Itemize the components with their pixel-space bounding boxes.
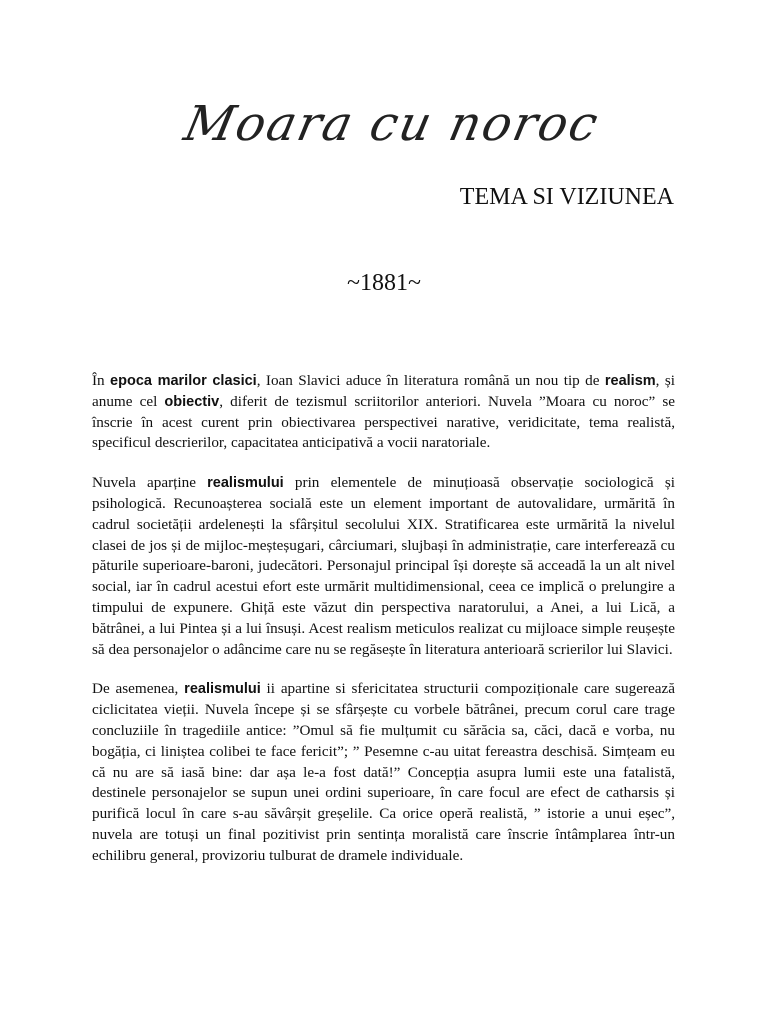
document-title: Moara cu noroc <box>179 96 605 152</box>
bold-term: realismului <box>184 681 261 698</box>
text-run: ii apartine si sfericitatea structurii compoziționale care sugerează ciclicitatea vieții. Nuvela începe și se sfârșește cu vorbele bătrânei, precum corul care trage concluziile în tragediile antice: ”Omul să fie mulțumit cu sărăcia sa, căci, dacă e vorba, nu bogăția, ci liniștea colibei te face fericit”; ” Pesemne c-au uitat fereastra deschisă. Simțeam eu că nu are să iasă bine: dar așa le-a fost dată!” Concepția asupra lumii este una fatalistă, destinele personajelor se supun unei ordini superioare, în care focul are efect de catharsis și purifică locul în care s-au săvârșit greșelile. Ca orice operă realistă, ” istorie a unui eșec”, nuvela are totuși un final pozitivist prin sentința moralistă care înscrie întâmplarea într-un echilibru general, provizoriu tulburat de dramele individuale. <box>92 680 675 864</box>
text-run: În <box>92 372 111 389</box>
paragraph <box>92 473 675 660</box>
bold-term: obiectiv <box>164 393 220 410</box>
text-run: , Ioan Slavici aduce în literatura română un nou tip de <box>256 372 605 389</box>
document-subtitle: TEMA SI VIZIUNEA <box>459 184 674 210</box>
body-text <box>92 371 675 886</box>
text-run: , diferit de tezismul scriitorilor anteriori. Nuvela ”Moara cu noroc” se înscrie în acest curent prin obiectivarea perspectivei narative, veridicitate, tema realistă, specificul descrierilor, capacitatea anticipativă a vocii naratoriale. <box>92 392 675 452</box>
paragraph <box>92 371 675 454</box>
text-run: , și anume cel <box>92 372 675 410</box>
bold-term: realism <box>604 373 656 389</box>
text-run: Nuvela aparține <box>92 474 208 492</box>
document-year: ~1881~ <box>347 270 421 296</box>
paragraph <box>92 679 675 866</box>
bold-term: realismului <box>207 475 284 492</box>
text-run: De asemenea, <box>92 680 185 698</box>
text-run: prin elementele de minuțioasă observație sociologică și psihologică. Recunoașterea socială este un element important de autovalidare, urmărită în cadrul societății ardelenești la sfârșitul secolului XIX. Stratificarea este urmărită la nivelul clasei de jos și de mijloc-meșteșugari, cârciumari, slujbași în administrație, care interferează cu păturile superioare-baroni, judecători. Personajul principal își dorește să acceadă la un alt nivel social, iar în cadrul acestui efort este urmărit multidimensional, ceea ce implică o prelungire a timpului de expunere. Ghiță este văzut din perspectiva naratorului, a Anei, a lui Lică, a bătrânei, a lui Pintea și a lui însuși. Acest realism meticulos realizat cu mijloace simple reușește să dea personajelor o adâncime care nu se regăsește în literatura anterioară scrierilor lui Slavici. <box>92 474 675 658</box>
bold-term: epoca marilor clasici <box>110 373 257 389</box>
